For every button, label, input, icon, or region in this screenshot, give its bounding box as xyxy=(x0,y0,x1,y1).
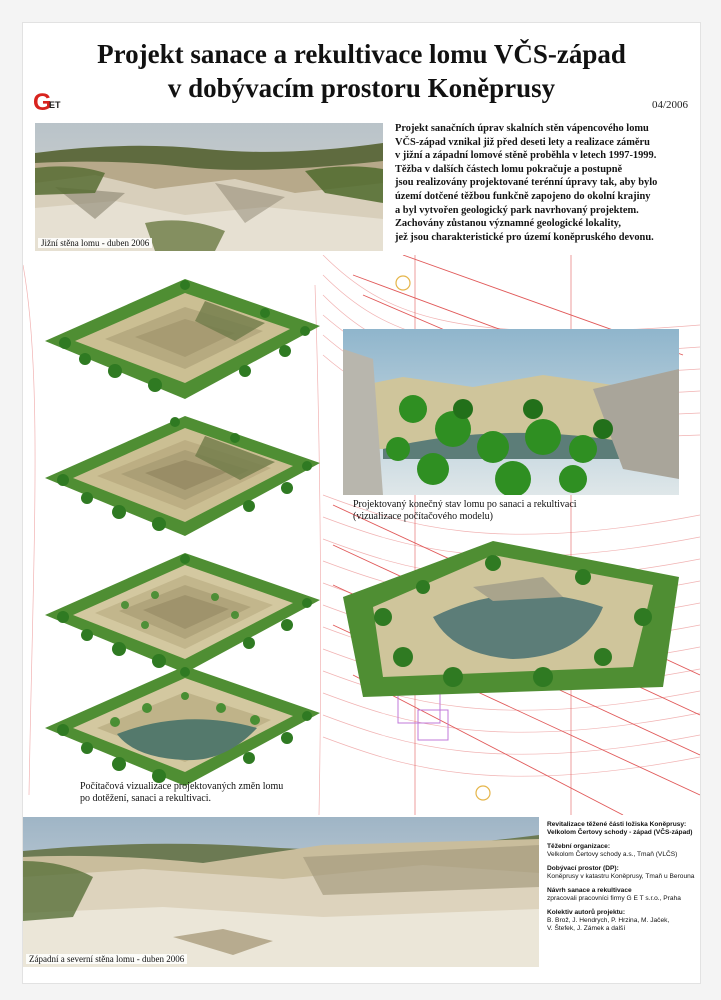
final-state-caption-line-1: Projektovaný konečný stav lomu po sanaci a rekultivaci xyxy=(353,499,577,510)
quarry-model-stage-2 xyxy=(35,408,325,540)
credits-organization-title: Těžební organizace: xyxy=(547,843,611,850)
credits-revitalization-title: Revitalizace těžené části ložiska Koněprusy: xyxy=(547,821,687,828)
quarry-photo-image xyxy=(35,123,383,251)
final-model-render xyxy=(343,537,679,697)
south-wall-photo xyxy=(35,123,383,251)
stages-caption-line-2: po dotěžení, sanaci a rekultivaci. xyxy=(80,793,212,804)
credits-area-title: Dobývací prostor (DP): xyxy=(547,865,619,872)
credits-area-text: Koněprusy v katastru Koněprusy, Tmaň u Berouna xyxy=(547,873,695,880)
intro-line: VČS-západ vznikal již před deseti lety a realizace záměru xyxy=(395,136,650,148)
poster-date: 04/2006 xyxy=(651,99,688,111)
title-line-2: v dobývacím prostoru Koněprusy xyxy=(167,73,556,103)
project-credits xyxy=(547,821,697,939)
logo-letters-et: ET xyxy=(49,100,61,110)
credits-design-title-1: Návrh sanace a rekultivace xyxy=(547,887,632,894)
credits-organization-text: Velkolom Čertovy schody a.s., Tmaň (VLČS) xyxy=(547,851,678,858)
credits-design-title-2: zpracovali pracovníci firmy G E T s.r.o., Praha xyxy=(547,895,681,902)
panorama-photo xyxy=(23,817,539,967)
final-state-render xyxy=(343,329,679,495)
poster-title xyxy=(23,37,700,105)
intro-text xyxy=(395,122,693,244)
south-wall-caption: Jižní stěna lomu - duben 2006 xyxy=(38,238,152,248)
intro-line: a byl vytvořen geologický park navrhovaný projektem. xyxy=(395,204,639,216)
panorama-photo-image xyxy=(23,817,539,967)
intro-line: jež jsou charakteristické pro území koněpruského devonu. xyxy=(395,231,654,243)
final-state-caption-line-2: (vizualizace počítačového modelu) xyxy=(353,511,493,522)
intro-line: jsou realizovány projektované terénní úpravy tak, aby bylo xyxy=(395,177,658,189)
credits-authors-line-1: B. Brož, J. Hendrych, P. Hrzina, M. Jaček, xyxy=(547,917,670,924)
credits-authors-line-2: V. Štefek, J. Zámek a další xyxy=(547,925,626,932)
final-state-caption xyxy=(353,499,577,523)
intro-line: Těžba v dalších částech lomu pokračuje a postupně xyxy=(395,163,623,175)
quarry-model-stage-4 xyxy=(35,658,325,790)
intro-line: území dotčené těžbou funkčně zapojeno do okolní krajiny xyxy=(395,190,651,202)
logo-letter-g: G xyxy=(33,89,52,116)
credits-authors-title: Kolektiv autorů projektu: xyxy=(547,909,626,916)
poster xyxy=(22,22,701,984)
title-line-1: Projekt sanace a rekultivace lomu VČS-západ xyxy=(97,39,626,69)
get-logo xyxy=(33,89,73,116)
quarry-model-stage-1 xyxy=(35,271,325,403)
intro-line: v jižní a západní lomové stěně proběhla v letech 1997-1999. xyxy=(395,150,657,162)
intro-line: Zachovány zůstanou významné geologické lokality, xyxy=(395,218,622,230)
intro-line: Projekt sanačních úprav skalních stěn vápencového lomu xyxy=(395,123,649,134)
credits-revitalization-text: Velkolom Čertovy schody - západ (VČS-západ) xyxy=(547,829,693,836)
stages-caption-line-1: Počítačová vizualizace projektovaných změn lomu xyxy=(80,781,284,792)
panorama-caption: Západní a severní stěna lomu - duben 2006 xyxy=(26,954,187,964)
stages-caption xyxy=(80,781,283,805)
